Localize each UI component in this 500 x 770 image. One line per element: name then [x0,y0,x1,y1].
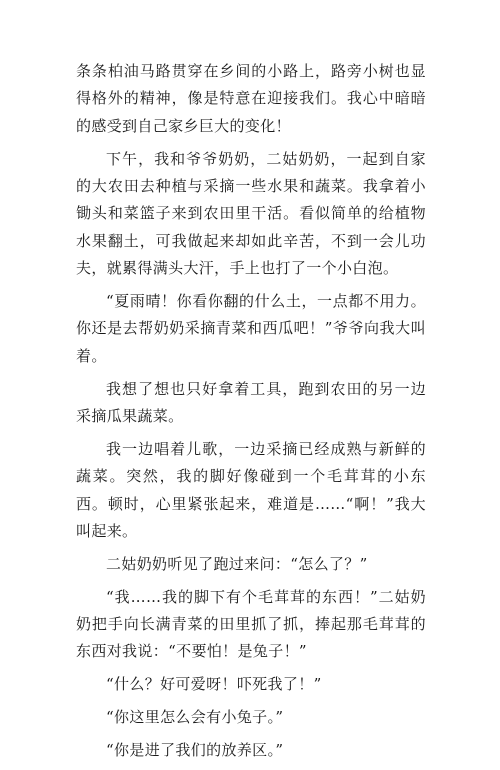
paragraph-3: “夏雨晴！你看你翻的什么土，一点都不用力。你还是去帮奶奶采摘青菜和西瓜吧！”爷爷向我大叫着。 [76,292,426,365]
document-body [76,58,426,770]
paragraph-4: 我想了想也只好拿着工具，跑到农田的另一边采摘瓜果蔬菜。 [76,379,426,426]
paragraph-7: “我……我的脚下有个毛茸茸的东西！”二姑奶奶把手向长满青菜的田里抓了抓，捧起那毛茸茸的东西对我说：“不要怕！是兔子！” [76,587,426,661]
paragraph-1: 条条柏油马路贯穿在乡间的小路上，路旁小树也显得格外的精神，像是特意在迎接我们。我心中暗暗的感受到自己家乡巨大的变化！ [76,62,426,135]
paragraph-6: 二姑奶奶听见了跑过来问：“怎么了？” [106,554,368,573]
paragraph-2: 下午，我和爷爷奶奶，二姑奶奶，一起到自家的大农田去种植与采摘一些水果和蔬菜。我拿着小锄头和菜篮子来到农田里干活。看似简单的给植物水果翻土，可我做起来却如此辛苦，不到一会儿功夫，就累得满头大汗，手上也打了一个小白泡。 [76,149,426,278]
paragraph-8: “什么？好可爱呀！吓死我了！” [106,675,322,694]
paragraph-9: “你这里怎么会有小兔子。” [106,708,284,727]
paragraph-5: 我一边唱着儿歌，一边采摘已经成熟与新鲜的蔬菜。突然，我的脚好像碰到一个毛茸茸的小东西。顿时，心里紧张起来，难道是……“啊！”我大叫起来。 [76,439,426,541]
paragraph-10: “你是进了我们的放养区。” [106,740,284,759]
